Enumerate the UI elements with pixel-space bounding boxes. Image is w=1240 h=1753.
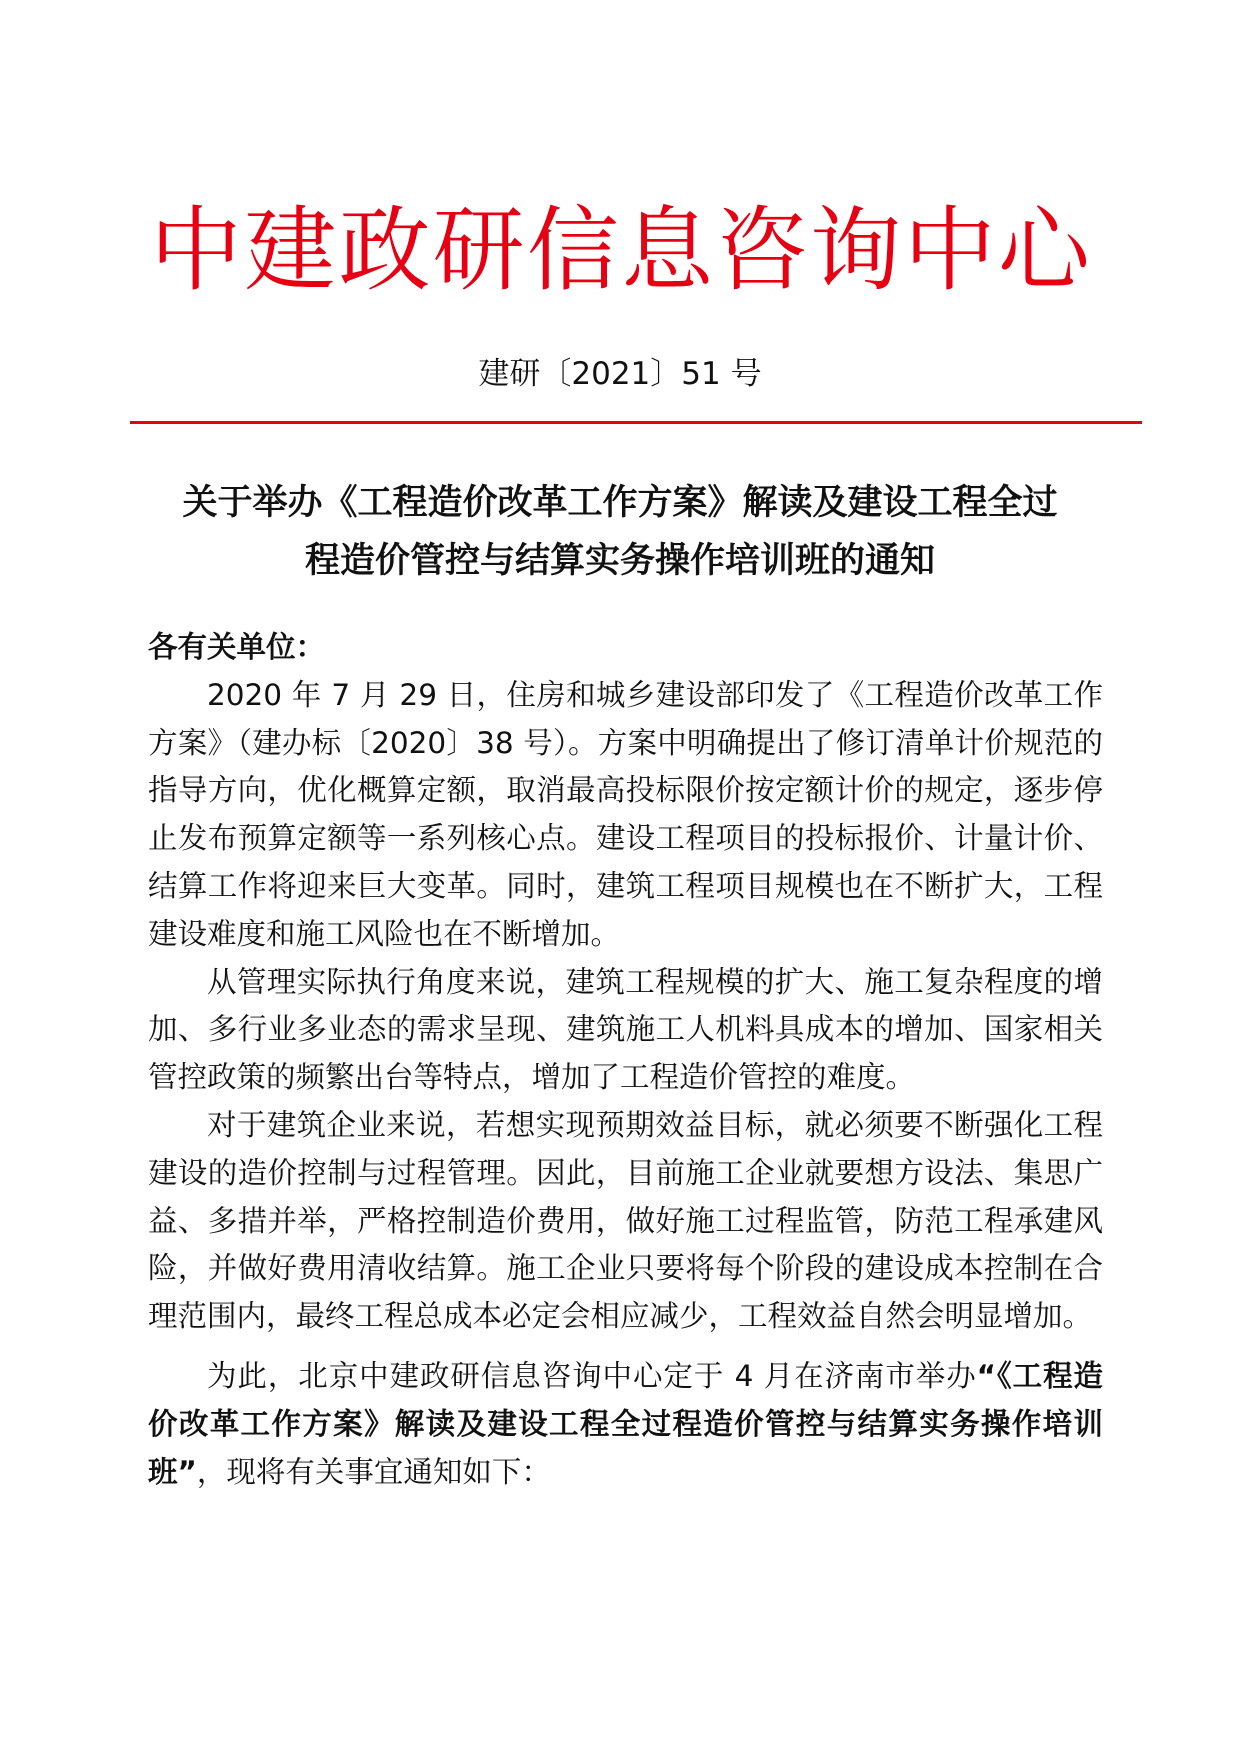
notice-body: [148, 624, 1103, 1496]
paragraph-2: 从管理实际执行角度来说，建筑工程规模的扩大、施工复杂程度的增加、多行业多业态的需求呈现、建筑施工人机料具成本的增加、国家相关管控政策的频繁出台等特点，增加了工程造价管控的难度。: [148, 964, 1103, 1095]
masthead-char: 中: [150, 197, 243, 304]
red-divider: [130, 421, 1142, 424]
paragraph-4: [148, 1353, 1103, 1496]
notice-title: [120, 474, 1120, 590]
masthead-title: [150, 196, 1090, 306]
notice-title-line2: 程造价管控与结算实务操作培训班的通知: [304, 541, 935, 581]
masthead-char: 信: [526, 197, 619, 304]
masthead-char: 询: [809, 197, 902, 304]
salutation: 各有关单位：: [148, 630, 326, 664]
training-course-name: “《工程造价改革工作方案》解读及建设工程全过程造价管控与结算实务操作培训班”: [148, 1358, 1104, 1489]
document-number: 建研〔2021〕51 号: [478, 356, 762, 392]
masthead-char: 息: [621, 197, 714, 304]
paragraph-4-prefix: 为此，北京中建政研信息咨询中心定于 4 月在济南市举办: [207, 1358, 977, 1393]
masthead-char: 咨: [715, 197, 808, 304]
masthead-char: 心: [997, 197, 1090, 304]
masthead-char: 研: [432, 197, 525, 304]
notice-title-line1: 关于举办《工程造价改革工作方案》解读及建设工程全过: [182, 483, 1058, 523]
masthead-char: 建: [244, 197, 337, 304]
masthead-char: 政: [338, 197, 431, 304]
masthead-char: 中: [903, 197, 996, 304]
paragraph-1: 2020 年 7 月 29 日，住房和城乡建设部印发了《工程造价改革工作方案》（建办标〔2020〕38 号）。方案中明确提出了修订清单计价规范的指导方向，优化概算定额，取消最高投标限价按定额计价的规定，逐步停止发布预算定额等一系列核心点。建设工程项目的投标报价、计量计价、结算工作将迎来巨大变革。同时，建筑工程项目规模也在不断扩大，工程建设难度和施工风险也在不断增加。: [148, 677, 1103, 951]
paragraph-4-suffix: ，现将有关事宜通知如下：: [196, 1454, 551, 1489]
paragraph-3: 对于建筑企业来说，若想实现预期效益目标，就必须要不断强化工程建设的造价控制与过程管理。因此，目前施工企业就要想方设法、集思广益、多措并举，严格控制造价费用，做好施工过程监管，防范工程承建风险，并做好费用清收结算。施工企业只要将每个阶段的建设成本控制在合理范围内，最终工程总成本必定会相应减少，工程效益自然会明显增加。: [148, 1107, 1103, 1334]
